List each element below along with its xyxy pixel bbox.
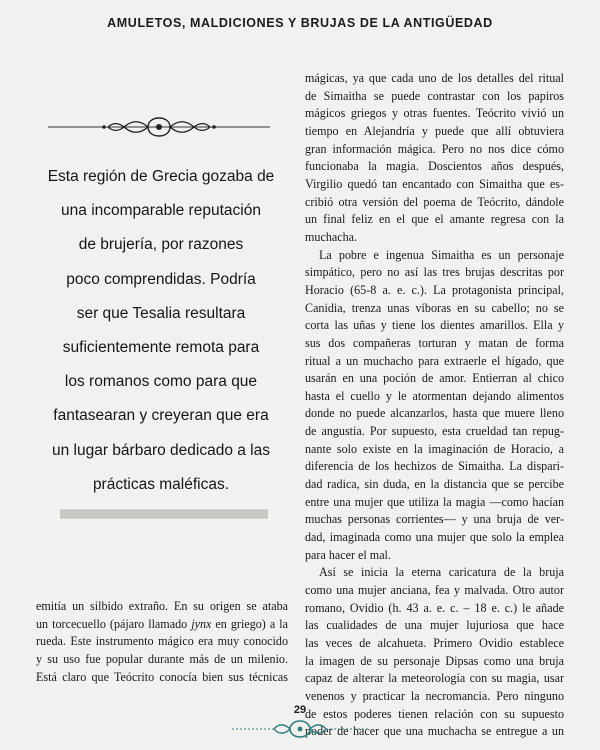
- text-line: la imagen de su personaje Dipsas como una bruja: [305, 653, 564, 668]
- text-line: emitía un silbido extraño. En su origen se ataba: [36, 599, 288, 613]
- text-line: La pobre e ingenua Simaitha es un personaje: [319, 247, 564, 262]
- page-number: 29: [293, 704, 307, 716]
- top-ornament-icon: [44, 112, 274, 142]
- text-line: muchas personas corrientes— y una bruja de ver-: [305, 512, 564, 527]
- pull-quote-line: fantasearan y creyeran que era: [53, 407, 269, 425]
- pull-quote-line: ser que Tesalia resultara: [76, 304, 246, 322]
- text-line: las veces de alcahueta. Primero Ovidio establece: [305, 636, 564, 650]
- text-line: nante solo existe en la imaginación de Horacio, a: [305, 441, 564, 456]
- text-line: poder de hacer que una muchacha se entregue a un: [305, 724, 564, 739]
- pull-quote-line: poco comprendidas. Podría: [66, 270, 256, 288]
- bottom-ornament-icon: [60, 506, 268, 522]
- pull-quote-line: Esta región de Grecia gozaba de: [47, 168, 275, 185]
- text-line: entre una mujer que utiliza la magia —como hacían: [305, 494, 564, 509]
- text-line: y su uso fue popular durante más de un milenio.: [36, 651, 288, 666]
- text-line: cribió otra versión del poema de Teócrito, dándole: [305, 194, 564, 209]
- pull-quote-line: prácticas maléficas.: [92, 475, 230, 493]
- text-line: un torcecuello (pájaro llamado jynx en griego) a la: [36, 616, 289, 631]
- text-line: para hacer el mal.: [305, 547, 391, 562]
- text-line: ritual a un muchacho para extraerle el hígado, que: [305, 353, 564, 368]
- text-line: Virgilio quedó tan encantado con Simaitha que es-: [305, 176, 564, 191]
- text-line: rueda. Este instrumento mágico era muy conocido: [36, 634, 288, 649]
- right-column-text: [305, 70, 564, 741]
- text-line: diferencia de los hechizos de Simaitha. La dispari-: [305, 459, 564, 474]
- left-column-text: [36, 598, 288, 686]
- text-line: un final feliz en el que el amante regresa con la: [305, 212, 564, 227]
- footer-ornament-icon: [230, 718, 370, 740]
- text-line: mágicos griegos y otras fuentes. Teócrito vivió un: [305, 106, 564, 121]
- text-line: donde no puede alcanzarlos, hasta que muere lleno: [305, 406, 564, 421]
- text-line: dad radica, sin duda, en la distancia que se percibe: [305, 477, 564, 492]
- text-line: de angustia. Por supuesto, esta crueldad tan repug-: [305, 424, 564, 439]
- pull-quote-line: una incomparable reputación: [61, 202, 261, 220]
- pull-quote-line: de brujería, por razones: [78, 236, 244, 254]
- text-line: venenos y practicar la necromancia. Pero ninguno: [305, 688, 564, 703]
- text-line: corta las uñas y tiene los dientes amarillos. Ella y: [305, 318, 564, 333]
- text-line: mágicas, ya que cada uno de los detalles del ritual: [305, 71, 564, 85]
- text-line: romano, Ovidio (h. 43 a. e. c. – 18 e. c.) le añade: [305, 600, 564, 615]
- text-line: hasta el cuello y le atormentan dejando alimentos: [305, 388, 564, 403]
- running-head: AMULETOS, MALDICIONES Y BRUJAS DE LA ANTIGÜEDAD: [107, 16, 493, 30]
- text-line: muchacha.: [305, 229, 358, 244]
- text-line: gran información mágica. Pero no nos dice cómo: [305, 141, 564, 156]
- text-line: capaz de alterar la meteorología con su magia, usar: [305, 671, 564, 686]
- text-line: Horacio (65-8 a. e. c.). La protagonista principal,: [305, 282, 564, 297]
- text-line: Canidia, trenza unas víboras en su cabello; no se: [305, 300, 564, 315]
- text-line: usarán en una poción de amor. Entierran al chico: [305, 371, 564, 386]
- pull-quote: [36, 160, 286, 502]
- text-line: funcionaba la magia. Doscientos años después,: [305, 159, 564, 174]
- pull-quote-line: suficientemente remota para: [62, 339, 260, 357]
- text-line: simpático, pero no así las tres brujas descritas por: [305, 265, 564, 280]
- text-line: sus dos compañeras torturan y matan de forma: [305, 335, 564, 350]
- text-line: de estos poderes tienen relación con su supuesto: [305, 706, 564, 721]
- text-line: como una mujer anciana, fea y malvada. Otro autor: [305, 583, 564, 598]
- text-line: Así se inicia la eterna caricatura de la bruja: [319, 565, 564, 580]
- text-line: tiempo en Alejandría y puede que allí obtuviera: [305, 123, 564, 138]
- pull-quote-line: un lugar bárbaro dedicado a las: [51, 441, 270, 459]
- text-line: de Simaitha se puede contrastar con los papiros: [305, 88, 564, 103]
- text-line: Está claro que Teócrito conocía bien sus técnicas: [36, 669, 288, 684]
- text-line: las cualidades de una mujer lujuriosa que hace: [305, 618, 564, 633]
- text-line: dad, imaginada como una mujer que solo la emplea: [305, 530, 564, 545]
- pull-quote-line: los romanos como para que: [64, 373, 258, 391]
